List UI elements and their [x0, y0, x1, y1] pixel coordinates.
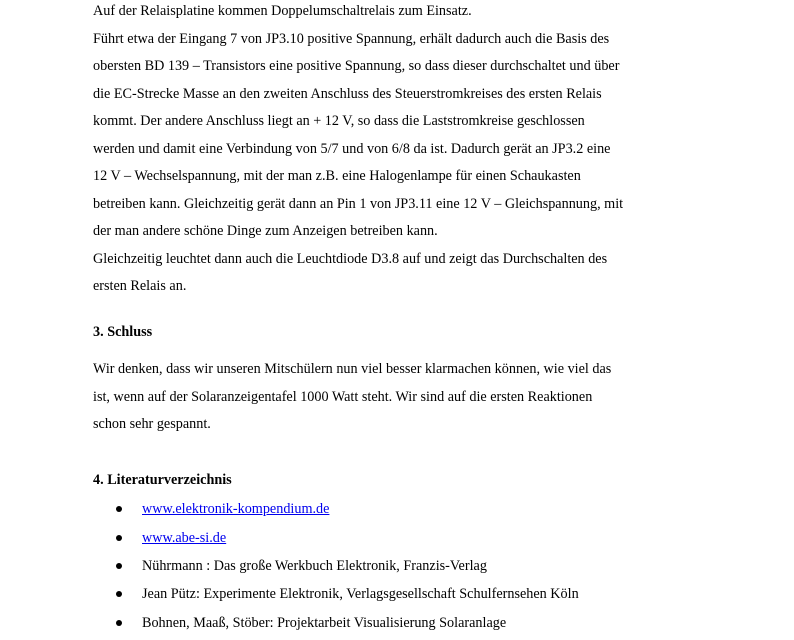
paragraph-line: werden und damit eine Verbindung von 5/7 und von 6/8 da ist. Dadurch gerät an JP3.2 eine — [93, 141, 611, 157]
reference-text: Bohnen, Maaß, Stöber: Projektarbeit Visualisierung Solaranlage — [142, 615, 507, 631]
paragraph-line: kommt. Der andere Anschluss liegt an + 12 V, so dass die Laststromkreise geschlossen — [93, 113, 585, 129]
section-heading-literaturverzeichnis: 4. Literaturverzeichnis — [93, 472, 232, 488]
section-heading-schluss: 3. Schluss — [93, 324, 153, 340]
paragraph-line: Führt etwa der Eingang 7 von JP3.10 positive Spannung, erhält dadurch auch die Basis des — [93, 31, 610, 47]
paragraph-line: die EC-Strecke Masse an den zweiten Anschluss des Steuerstromkreises des ersten Relais — [93, 86, 602, 102]
paragraph-line: ist, wenn auf der Solaranzeigentafel 1000 Watt steht. Wir sind auf die ersten Reaktionen — [93, 389, 593, 405]
paragraph-line: Wir denken, dass wir unseren Mitschülern nun viel besser klarmachen können, wie viel das — [93, 361, 612, 377]
paragraph-line: 12 V – Wechselspannung, mit der man z.B. eine Halogenlampe für einen Schaukasten — [93, 168, 581, 184]
reference-text: Nührmann : Das große Werkbuch Elektronik, Franzis-Verlag — [142, 558, 487, 574]
paragraph-line: schon sehr gespannt. — [93, 416, 211, 432]
bullet-icon — [116, 535, 122, 541]
paragraph-line: betreiben kann. Gleichzeitig gerät dann an Pin 1 von JP3.11 eine 12 V – Gleichspannung, mit — [93, 196, 624, 212]
paragraph-line: der man andere schöne Dinge zum Anzeigen betreiben kann. — [93, 223, 438, 239]
bullet-icon — [116, 563, 122, 569]
reference-link[interactable]: www.abe-si.de — [142, 530, 227, 546]
bullet-icon — [116, 506, 122, 512]
bullet-icon — [116, 620, 122, 626]
paragraph-line: Gleichzeitig leuchtet dann auch die Leuchtdiode D3.8 auf und zeigt das Durchschalten des — [93, 251, 608, 267]
paragraph-line: ersten Relais an. — [93, 278, 187, 294]
paragraph-line: obersten BD 139 – Transistors eine positive Spannung, so dass dieser durchschaltet und über — [93, 58, 620, 74]
reference-text: Jean Pütz: Experimente Elektronik, Verlagsgesellschaft Schulfernsehen Köln — [142, 586, 579, 602]
reference-link[interactable]: www.elektronik-kompendium.de — [142, 501, 330, 517]
bullet-icon — [116, 591, 122, 597]
paragraph-line: Auf der Relaisplatine kommen Doppelumschaltrelais zum Einsatz. — [93, 3, 472, 19]
